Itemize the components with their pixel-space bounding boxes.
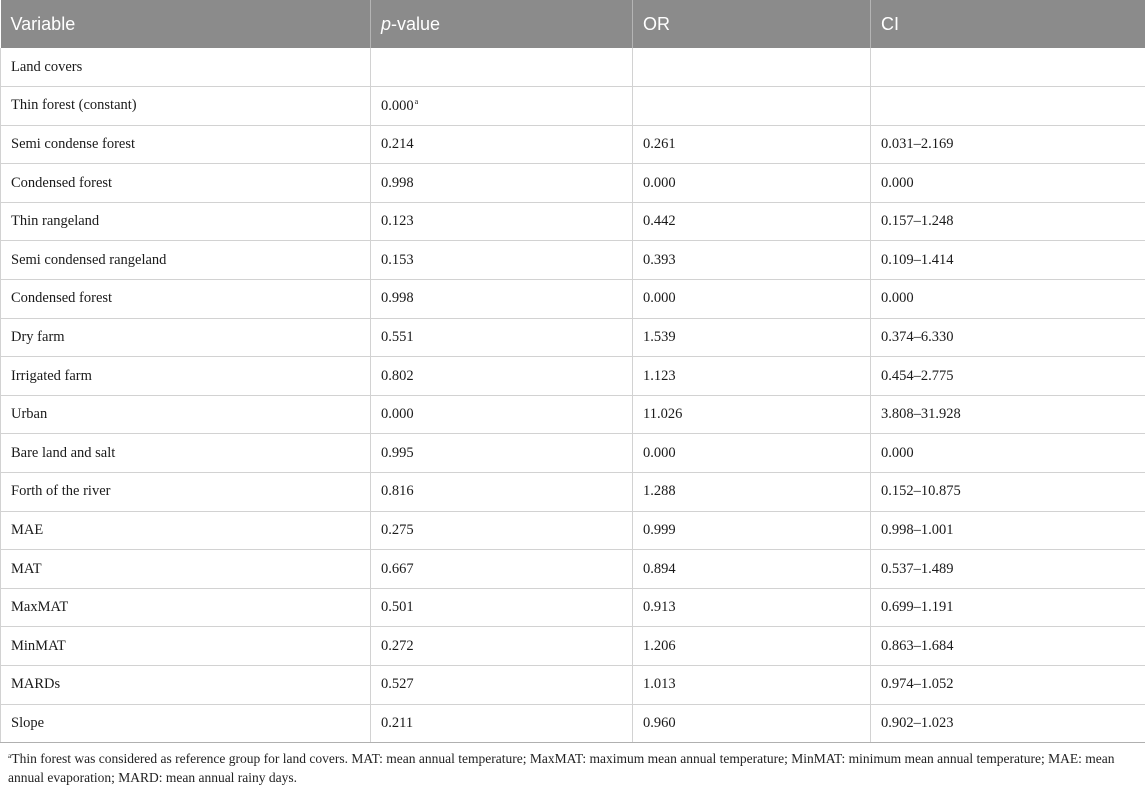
- cell-p-value: [371, 666, 633, 705]
- cell-or: 1.013: [633, 666, 871, 705]
- cell-p-value: [371, 202, 633, 241]
- header-ci: CI: [871, 0, 1145, 48]
- cell-ci: 0.000: [871, 434, 1145, 473]
- footnote-marker: a: [8, 751, 11, 760]
- cell-ci: 0.454–2.775: [871, 357, 1145, 396]
- cell-ci: 0.000: [871, 164, 1145, 203]
- table-row: [1, 395, 1145, 434]
- table-row: [1, 588, 1145, 627]
- cell-p-value: [371, 280, 633, 319]
- cell-or: 0.000: [633, 280, 871, 319]
- table-row: [1, 164, 1145, 203]
- cell-p-value: [371, 704, 633, 743]
- cell-ci: 0.537–1.489: [871, 550, 1145, 589]
- cell-variable: MaxMAT: [1, 588, 371, 627]
- p-value-text: 0.527: [381, 676, 414, 692]
- p-value-text: 0.667: [381, 561, 414, 577]
- cell-variable: Bare land and salt: [1, 434, 371, 473]
- cell-or: [633, 48, 871, 87]
- p-value-text: 0.000: [381, 406, 414, 422]
- table-row: [1, 357, 1145, 396]
- cell-p-value: [371, 318, 633, 357]
- p-value-text: 0.214: [381, 136, 414, 152]
- cell-variable: Dry farm: [1, 318, 371, 357]
- table-footnote: [8, 746, 1128, 787]
- cell-ci: 0.998–1.001: [871, 511, 1145, 550]
- cell-ci: 0.863–1.684: [871, 627, 1145, 666]
- table-row: [1, 704, 1145, 743]
- p-value-text: 0.998: [381, 175, 414, 191]
- p-value-text: 0.275: [381, 522, 414, 538]
- p-value-text: 0.551: [381, 329, 414, 345]
- cell-variable: Slope: [1, 704, 371, 743]
- header-row: [1, 0, 1145, 48]
- cell-or: 11.026: [633, 395, 871, 434]
- header-p-value: [371, 0, 633, 48]
- header-variable: Variable: [1, 0, 371, 48]
- cell-p-value: [371, 241, 633, 280]
- footnote-ref-marker: a: [415, 97, 419, 106]
- table-row: [1, 511, 1145, 550]
- p-value-text: 0.802: [381, 368, 414, 384]
- cell-variable: Urban: [1, 395, 371, 434]
- p-value-text: 0.995: [381, 445, 414, 461]
- cell-variable: MinMAT: [1, 627, 371, 666]
- cell-or: 0.999: [633, 511, 871, 550]
- cell-or: [633, 87, 871, 126]
- table-row: [1, 550, 1145, 589]
- cell-or: 0.960: [633, 704, 871, 743]
- header-or: OR: [633, 0, 871, 48]
- p-value-text: 0.816: [381, 483, 414, 499]
- cell-variable: Semi condense forest: [1, 125, 371, 164]
- table-row: [1, 473, 1145, 512]
- cell-p-value: [371, 627, 633, 666]
- p-value-text: 0.000: [381, 98, 414, 114]
- cell-p-value: [371, 48, 633, 87]
- cell-ci: 0.031–2.169: [871, 125, 1145, 164]
- cell-p-value: [371, 395, 633, 434]
- cell-or: 0.000: [633, 164, 871, 203]
- table-row: [1, 48, 1145, 87]
- cell-or: 0.000: [633, 434, 871, 473]
- cell-or: 0.442: [633, 202, 871, 241]
- cell-ci: 0.000: [871, 280, 1145, 319]
- cell-or: 0.913: [633, 588, 871, 627]
- cell-ci: 0.974–1.052: [871, 666, 1145, 705]
- cell-or: 1.539: [633, 318, 871, 357]
- cell-or: 0.894: [633, 550, 871, 589]
- p-value-text: 0.272: [381, 638, 414, 654]
- cell-variable: Land covers: [1, 48, 371, 87]
- cell-variable: Thin rangeland: [1, 202, 371, 241]
- cell-variable: Condensed forest: [1, 280, 371, 319]
- cell-ci: [871, 87, 1145, 126]
- header-p-italic: p: [381, 14, 391, 34]
- p-value-text: 0.153: [381, 252, 414, 268]
- cell-ci: 0.157–1.248: [871, 202, 1145, 241]
- cell-or: 1.123: [633, 357, 871, 396]
- cell-p-value: [371, 434, 633, 473]
- table-row: [1, 202, 1145, 241]
- table-row: [1, 318, 1145, 357]
- p-value-text: 0.123: [381, 213, 414, 229]
- header-p-rest: -value: [391, 14, 440, 34]
- cell-ci: 0.699–1.191: [871, 588, 1145, 627]
- table-row: [1, 434, 1145, 473]
- cell-p-value: [371, 125, 633, 164]
- cell-variable: Condensed forest: [1, 164, 371, 203]
- cell-p-value: [371, 511, 633, 550]
- cell-variable: MARDs: [1, 666, 371, 705]
- cell-or: 1.288: [633, 473, 871, 512]
- cell-ci: 3.808–31.928: [871, 395, 1145, 434]
- table-body: [1, 48, 1145, 743]
- cell-or: 0.393: [633, 241, 871, 280]
- cell-p-value: [371, 357, 633, 396]
- p-value-text: 0.211: [381, 715, 413, 731]
- cell-or: 0.261: [633, 125, 871, 164]
- cell-ci: 0.109–1.414: [871, 241, 1145, 280]
- cell-p-value: [371, 473, 633, 512]
- cell-variable: Forth of the river: [1, 473, 371, 512]
- cell-p-value: [371, 550, 633, 589]
- footnote-text: Thin forest was considered as reference group for land covers. MAT: mean annual temperature; MaxMAT: maximum mean annual temperature; MinMAT: minimum mean annual temperature; MAE: mean annual evaporation; MARD: mean annual rainy days.: [8, 751, 1114, 785]
- cell-p-value: [371, 588, 633, 627]
- cell-variable: Semi condensed rangeland: [1, 241, 371, 280]
- cell-p-value: [371, 164, 633, 203]
- table-header: [1, 0, 1145, 48]
- cell-variable: Irrigated farm: [1, 357, 371, 396]
- p-value-text: 0.501: [381, 599, 414, 615]
- cell-ci: 0.902–1.023: [871, 704, 1145, 743]
- cell-p-value: [371, 87, 633, 126]
- cell-ci: 0.374–6.330: [871, 318, 1145, 357]
- cell-variable: MAT: [1, 550, 371, 589]
- cell-variable: Thin forest (constant): [1, 87, 371, 126]
- table-row: [1, 666, 1145, 705]
- table-row: [1, 87, 1145, 126]
- table-row: [1, 280, 1145, 319]
- cell-or: 1.206: [633, 627, 871, 666]
- table-row: [1, 125, 1145, 164]
- table-row: [1, 627, 1145, 666]
- table-row: [1, 241, 1145, 280]
- cell-ci: [871, 48, 1145, 87]
- cell-variable: MAE: [1, 511, 371, 550]
- p-value-text: 0.998: [381, 290, 414, 306]
- cell-ci: 0.152–10.875: [871, 473, 1145, 512]
